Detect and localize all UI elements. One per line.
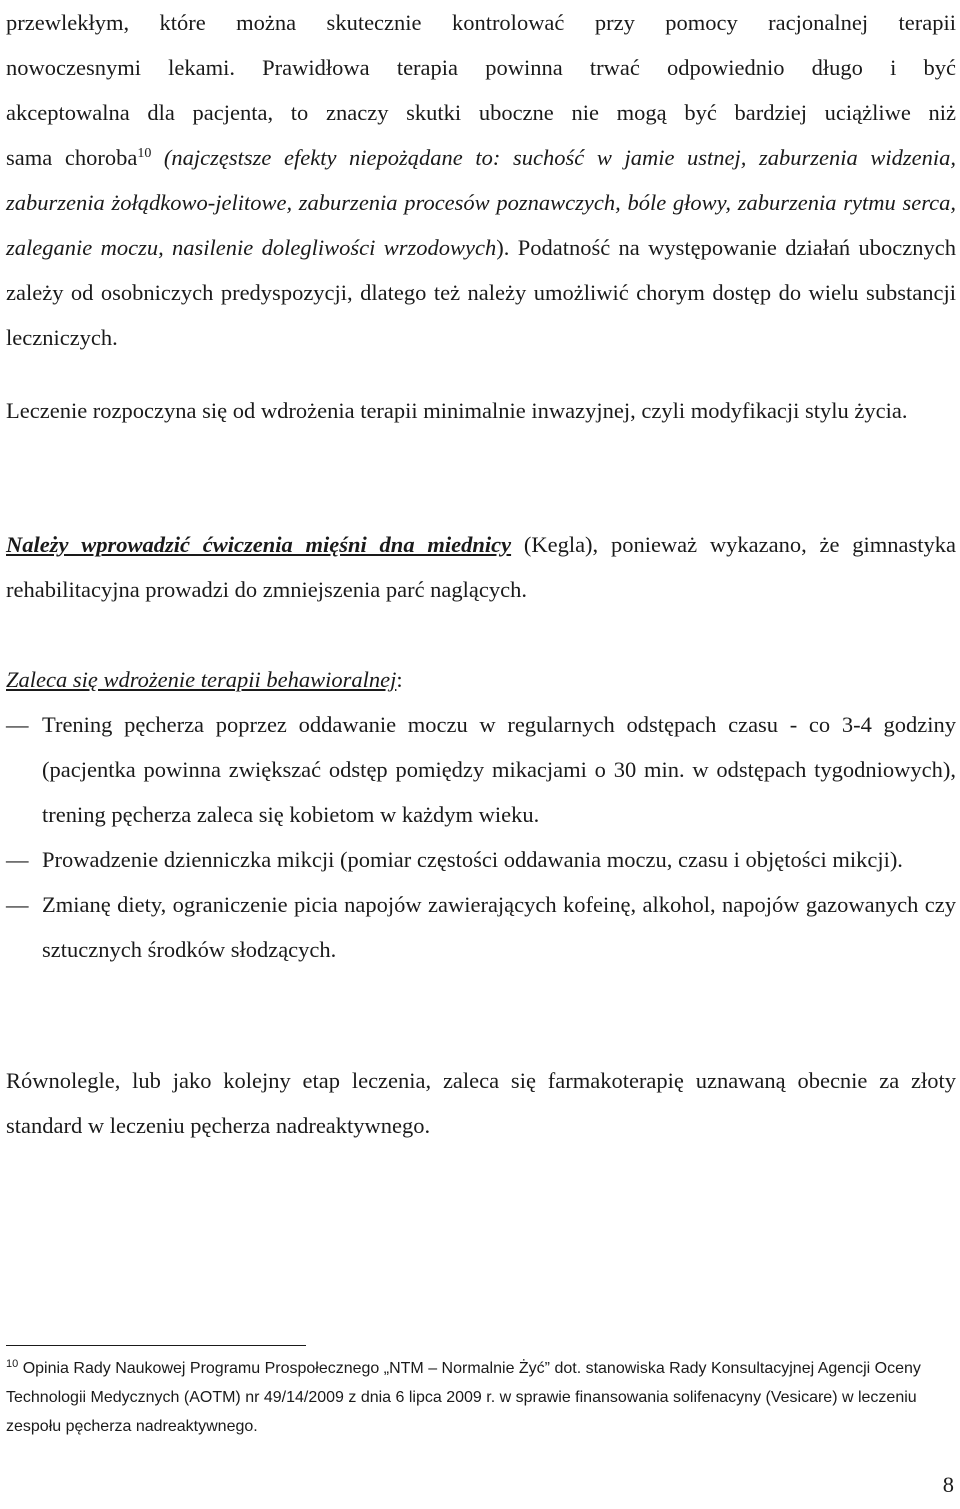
behavioral-list [6,702,956,972]
intro-paragraph [6,0,956,360]
kegel-paragraph [6,522,956,612]
footnote-text: Opinia Rady Naukowej Programu Prospołecznego „NTM – Normalnie Żyć” dot. stanowiska Rady Konsultacyjnej Agencji Oceny Technologii Medycznych (AOTM) nr 49/14/2009 z dnia 6 lipca 2009 r. w sprawie finansowania solifenacyny (Vesicare) w leczeniu zespołu pęcherza nadreaktywnego. [6,1360,921,1435]
page-number: 8 [942,1472,954,1497]
intro-line-3: akceptowalna dla pacjenta, to znaczy skutki uboczne nie mogą być bardziej uciążliwe niż [6,100,956,125]
pharmacotherapy-text: Równolegle, lub jako kolejny etap leczenia, zaleca się farmakoterapię uznawaną obecnie za złoty standard w leczeniu pęcherza nadreaktywnego. [6,1068,956,1138]
behavioral-heading [6,657,956,702]
list-item-text: Prowadzenie dzienniczka mikcji (pomiar częstości oddawania moczu, czasu i objętości mikcji). [42,847,903,872]
lifestyle-paragraph [6,388,956,433]
list-item-text: Trening pęcherza poprzez oddawanie moczu w regularnych odstępach czasu - co 3-4 godziny (pacjentka powinna zwiększać odstęp pomiędzy mikacjami o 30 min. w odstępach tygodniowych), trening pęcherza zaleca się kobietom w każdym wieku. [42,712,956,827]
behavioral-heading-text: Zaleca się wdrożenie terapii behawioralnej [6,667,397,692]
intro-continuation [6,135,956,360]
behavioral-heading-colon: : [396,667,403,692]
kegel-emphasis: Należy wprowadzić ćwiczenia mięśni dna miednicy [6,532,512,557]
dash-bullet: — [6,712,29,737]
pharmacotherapy-paragraph [6,1058,956,1148]
kegel-rest: (Kegla), ponieważ wykazano, że gimnastyka rehabilitacyjna prowadzi do zmniejszenia parć naglących. [6,532,956,602]
intro-rest: Podatność na występowanie działań ubocznych zależy od osobniczych predyspozycji, dlatego też należy umożliwić chorym dostęp do wielu substancji leczniczych. [6,235,956,350]
footnote [6,1354,956,1441]
footnote-separator [6,1345,306,1346]
intro-line-1: przewlekłym, które można skutecznie kontrolować przy pomocy racjonalnej terapii [6,10,956,35]
lifestyle-text: Leczenie rozpoczyna się od wdrożenia terapii minimalnie inwazyjnej, czyli modyfikacji stylu życia. [6,398,908,423]
footnote-number: 10 [6,1358,19,1370]
list-item [6,702,956,837]
intro-line-2: nowoczesnymi lekami. Prawidłowa terapia powinna trwać odpowiednio długo i być [6,55,956,80]
side-effects-text: (najczęstsze efekty niepożądane to: suchość w jamie ustnej, zaburzenia widzenia, zaburzenia żołądkowo-jelitowe, zaburzenia procesów poznawczych, bóle głowy, zaburzenia rytmu serca, zaleganie moczu, nasilenie dolegliwości wrzodowych [6,145,957,260]
close-paren: ). [496,235,510,260]
footnote-reference[interactable]: 10 [137,146,152,161]
intro-line-4-start: sama choroba [6,145,138,170]
list-item-text: Zmianę diety, ograniczenie picia napojów zawierających kofeinę, alkohol, napojów gazowanych czy sztucznych środków słodzących. [42,892,956,962]
list-item [6,837,956,882]
list-item [6,882,956,972]
dash-bullet: — [6,847,29,872]
dash-bullet: — [6,892,29,917]
